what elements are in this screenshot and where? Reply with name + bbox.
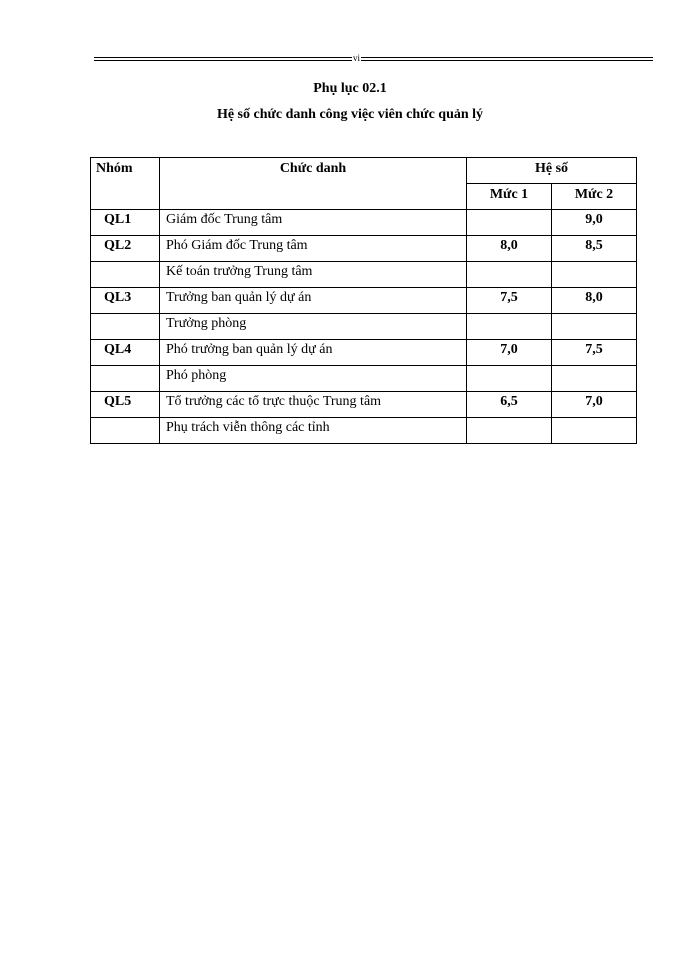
row-level-1 xyxy=(467,418,552,444)
row-level-2: 7,0 xyxy=(552,392,637,418)
table-row xyxy=(91,314,637,340)
row-title: Tổ trưởng các tổ trực thuộc Trung tâm xyxy=(160,392,467,418)
appendix-title: Phụ lục 02.1 xyxy=(313,81,387,96)
row-level-1: 7,5 xyxy=(467,288,552,314)
row-group: QL1 xyxy=(91,210,160,236)
row-title: Trưởng ban quản lý dự án xyxy=(160,288,467,314)
header-group: Nhóm xyxy=(91,158,160,210)
row-level-2 xyxy=(552,366,637,392)
row-level-2 xyxy=(552,314,637,340)
row-level-2 xyxy=(552,418,637,444)
appendix-subtitle: Hệ số chức danh công việc viên chức quản lý xyxy=(216,107,484,122)
table-header-row xyxy=(91,158,637,184)
table-row xyxy=(91,418,637,444)
row-title: Kế toán trưởng Trung tâm xyxy=(160,262,467,288)
row-level-1: 8,0 xyxy=(467,236,552,262)
header-title: Chức danh xyxy=(160,158,467,210)
row-group xyxy=(91,418,160,444)
row-group: QL4 xyxy=(91,340,160,366)
table-row xyxy=(91,262,637,288)
header-coefficient: Hệ số xyxy=(467,158,637,184)
coefficient-table xyxy=(90,157,637,444)
row-level-1 xyxy=(467,314,552,340)
row-level-1 xyxy=(467,210,552,236)
row-group: QL3 xyxy=(91,288,160,314)
row-title: Phó phòng xyxy=(160,366,467,392)
row-title: Phụ trách viễn thông các tỉnh xyxy=(160,418,467,444)
table-row xyxy=(91,340,637,366)
page-number: vi xyxy=(353,53,361,63)
row-level-2: 9,0 xyxy=(552,210,637,236)
row-level-1 xyxy=(467,262,552,288)
header-level-2: Mức 2 xyxy=(552,184,637,210)
header-rule xyxy=(94,57,653,61)
row-group xyxy=(91,262,160,288)
row-level-2: 8,0 xyxy=(552,288,637,314)
row-title: Giám đốc Trung tâm xyxy=(160,210,467,236)
table-row xyxy=(91,392,637,418)
row-title: Trưởng phòng xyxy=(160,314,467,340)
table-row xyxy=(91,288,637,314)
header-level-1: Mức 1 xyxy=(467,184,552,210)
table-row xyxy=(91,236,637,262)
table-row xyxy=(91,366,637,392)
row-level-2: 8,5 xyxy=(552,236,637,262)
row-group xyxy=(91,366,160,392)
row-level-1: 6,5 xyxy=(467,392,552,418)
row-title: Phó Giám đốc Trung tâm xyxy=(160,236,467,262)
table-row xyxy=(91,210,637,236)
row-level-1 xyxy=(467,366,552,392)
row-group xyxy=(91,314,160,340)
row-level-2: 7,5 xyxy=(552,340,637,366)
row-group: QL2 xyxy=(91,236,160,262)
row-group: QL5 xyxy=(91,392,160,418)
row-level-1: 7,0 xyxy=(467,340,552,366)
row-title: Phó trưởng ban quản lý dự án xyxy=(160,340,467,366)
row-level-2 xyxy=(552,262,637,288)
